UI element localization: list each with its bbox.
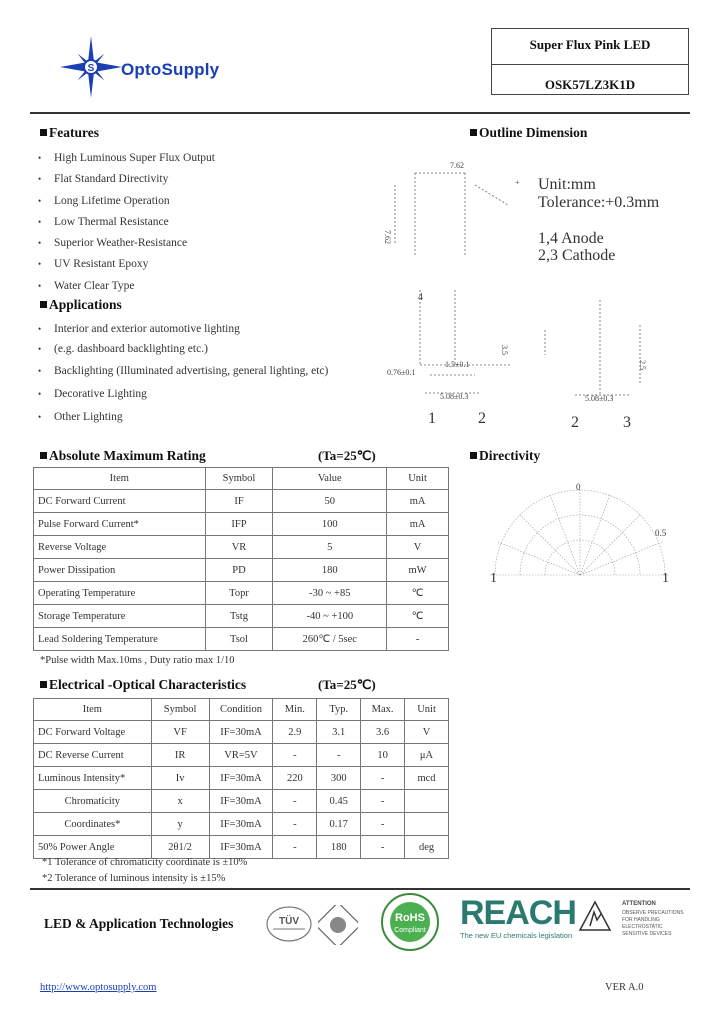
applications-list [38, 319, 328, 427]
list-item: • Decorative Lighting [38, 384, 328, 404]
table-row: Reverse Voltage VR 5 V [34, 536, 449, 559]
abs-max-note: *Pulse width Max.10ms , Duty ratio max 1/10 [40, 655, 235, 666]
footer-tagline: LED & Application Technologies [44, 916, 234, 931]
svg-text:7.62: 7.62 [450, 161, 464, 170]
table-row: Power Dissipation PD 180 mW [34, 559, 449, 582]
electrical-table [33, 698, 449, 859]
table-row: 50% Power Angle 2θ1/2 IF=30mA - 180 - deg [34, 836, 449, 859]
table-header: Item Symbol Value Unit [34, 468, 449, 490]
electrical-note-1: *1 Tolerance of chromaticity coordinate is ±10% [42, 857, 248, 868]
abs-max-table [33, 467, 449, 651]
esd-warning-icon [578, 900, 612, 932]
part-number: OSK57LZ3K1D [544, 77, 636, 92]
table-row: DC Forward Voltage VF IF=30mA 2.9 3.1 3.6 V [34, 721, 449, 744]
table-row: Chromaticity x IF=30mA - 0.45 - [34, 790, 449, 813]
svg-text:0: 0 [576, 482, 581, 492]
svg-text:5.08±0.3: 5.08±0.3 [585, 394, 614, 403]
pin-cathode-label: 2,3 Cathode [538, 247, 616, 264]
table-row: Pulse Forward Current* IFP 100 mA [34, 513, 449, 536]
features-list [38, 148, 215, 297]
compliance-seal [318, 905, 358, 950]
directivity-title: Directivity [470, 448, 540, 464]
outline-title: Outline Dimension [470, 125, 587, 141]
product-title: Super Flux Pink LED [529, 37, 651, 52]
top-divider [30, 112, 690, 114]
list-item: • High Luminous Super Flux Output [38, 148, 215, 169]
table-row: Luminous Intensity* Iv IF=30mA 220 300 - mcd [34, 767, 449, 790]
tuv-badge [265, 905, 313, 948]
electrical-note-2: *2 Tolerance of luminous intensity is ±15% [42, 873, 226, 884]
features-title: Features [40, 125, 99, 141]
svg-text:2: 2 [571, 414, 579, 431]
footer-divider [30, 888, 690, 890]
list-item: • Water Clear Type [38, 276, 215, 297]
rohs-icon [375, 892, 445, 952]
table-row: DC Forward Current IF 50 mA [34, 490, 449, 513]
svg-text:4: 4 [418, 292, 423, 303]
electrical-title: Electrical -Optical Characteristics [40, 677, 246, 693]
svg-text:RoHS: RoHS [395, 912, 425, 924]
list-item: • Flat Standard Directivity [38, 169, 215, 190]
tuv-certification-icon [265, 905, 313, 943]
list-item: • Other Lighting [38, 407, 328, 427]
reach-badge: REACH The new EU chemicals legislation [460, 894, 576, 940]
seal-icon [318, 905, 358, 945]
svg-text:+: + [515, 178, 520, 187]
table-row: Coordinates* y IF=30mA - 0.17 - [34, 813, 449, 836]
logo-star-icon [58, 34, 124, 100]
svg-text:3: 3 [623, 414, 631, 431]
table-row: Operating Temperature Topr -30 ~ +85 ℃ [34, 582, 449, 605]
tolerance-label: Tolerance:+0.3mm [538, 194, 660, 211]
list-item: • Long Lifetime Operation [38, 191, 215, 212]
unit-label: Unit:mm [538, 176, 596, 193]
svg-text:TÜV: TÜV [279, 916, 299, 927]
directivity-chart [480, 480, 680, 590]
svg-text:1: 1 [428, 410, 436, 427]
table-row: Lead Soldering Temperature Tsol 260℃ / 5sec - [34, 628, 449, 651]
svg-text:2: 2 [478, 410, 486, 427]
abs-max-condition: (Ta=25℃) [318, 448, 376, 463]
electrical-condition: (Ta=25℃) [318, 677, 376, 692]
svg-text:Compliant: Compliant [394, 927, 426, 934]
version-label: VER A.0 [605, 982, 644, 993]
svg-text:3.5: 3.5 [500, 345, 509, 355]
outline-drawing [380, 155, 710, 435]
website-link[interactable]: http://www.optosupply.com [40, 982, 157, 993]
applications-title: Applications [40, 297, 122, 313]
table-header: Item Symbol Condition Min. Typ. Max. Unit [34, 699, 449, 721]
svg-text:1: 1 [662, 571, 669, 586]
abs-max-title: Absolute Maximum Rating [40, 448, 206, 464]
svg-text:7.62: 7.62 [383, 230, 392, 244]
svg-text:S: S [87, 63, 95, 74]
svg-text:2.5: 2.5 [638, 360, 647, 370]
list-item: • Interior and exterior automotive lighting [38, 319, 328, 339]
svg-text:0.5: 0.5 [655, 528, 667, 538]
list-item: • UV Resistant Epoxy [38, 254, 215, 275]
list-item: • (e.g. dashboard backlighting etc.) [38, 339, 328, 359]
svg-text:1.5±0.1: 1.5±0.1 [445, 360, 470, 369]
list-item: • Low Thermal Resistance [38, 212, 215, 233]
table-row: DC Reverse Current IR VR=5V - - 10 μA [34, 744, 449, 767]
esd-warning: ATTENTION OBSERVE PRECAUTIONS FOR HANDLING ELECTROSTATIC SENSITIVE DEVICES [578, 895, 688, 945]
svg-text:0.76±0.1: 0.76±0.1 [387, 368, 416, 377]
rohs-badge [375, 892, 445, 957]
svg-text:1: 1 [490, 571, 497, 586]
pin-anode-label: 1,4 Anode [538, 230, 604, 247]
svg-text:5.08±0.3: 5.08±0.3 [440, 392, 469, 401]
table-row: Storage Temperature Tstg -40 ~ +100 ℃ [34, 605, 449, 628]
list-item: • Superior Weather-Resistance [38, 233, 215, 254]
brand-name: OptoSupply [121, 60, 220, 79]
list-item: • Backlighting (Illuminated advertising, general lighting, etc) [38, 361, 328, 381]
